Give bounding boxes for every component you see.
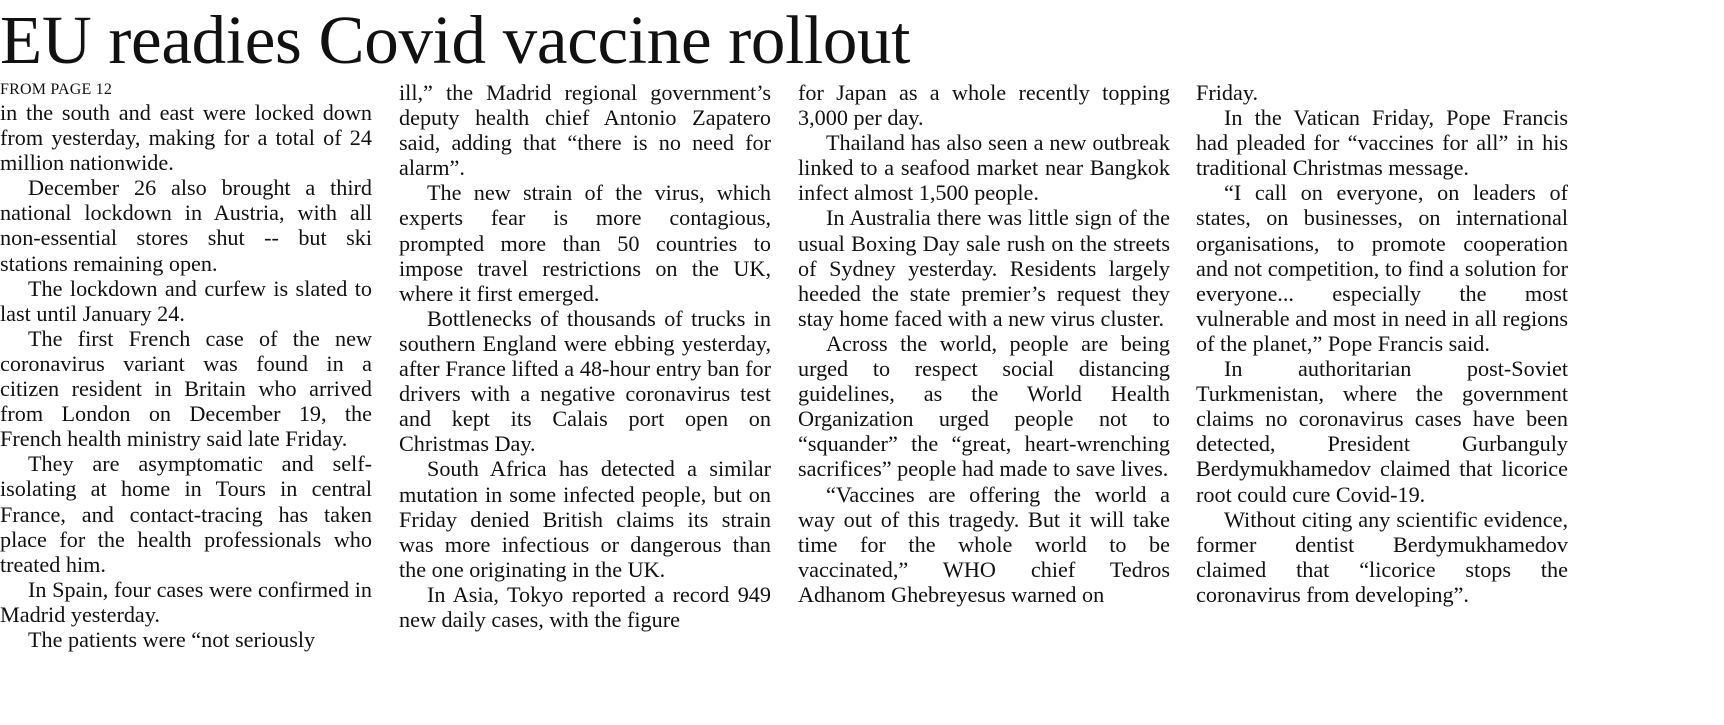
paragraph: In the Vatican Friday, Pope Francis had pleaded for “vaccines for all” in his traditional Christmas message. [1196,105,1568,181]
paragraph: The new strain of the virus, which experts fear is more contagious, prompted more than 50 countries to impose travel restrictions on the UK, where it first emerged. [399,180,771,306]
paragraph: Thailand has also seen a new outbreak linked to a seafood market near Bangkok infect almost 1,500 people. [798,130,1170,206]
article-column-4 [1196,80,1568,607]
paragraph: “I call on everyone, on leaders of states, on businesses, on international organisations, to promote cooperation and not competition, to find a solution for everyone... especially the most vulnerable and most in need in all regions of the planet,” Pope Francis said. [1196,180,1568,356]
paragraph: in the south and east were locked down from yesterday, making for a total of 24 million nationwide. [0,100,372,176]
paragraph: Bottlenecks of thousands of trucks in southern England were ebbing yesterday, after France lifted a 48-hour entry ban for drivers with a negative coronavirus test and kept its Calais port open on Christmas Day. [399,305,771,457]
article-column-3 [798,80,1170,607]
paragraph: The patients were “not seriously [28,626,316,652]
paragraph: In Australia there was little sign of the usual Boxing Day sale rush on the streets of Sydney yesterday. Residents largely heeded the state premier’s request they stay home faced with a new virus cluster. [798,205,1170,331]
paragraph: The lockdown and curfew is slated to last until January 24. [0,275,372,326]
paragraph: In authoritarian post-Soviet Turkmenistan, where the government claims no coronavirus cases have been detected, President Gurbanguly Berdymukhamedov claimed that licorice root could cure Covid-19. [1196,356,1568,507]
paragraph: In Spain, four cases were confirmed in Madrid yesterday. [0,576,372,627]
headline: EU readies Covid vaccine rollout [0,2,911,78]
paragraph: for Japan as a whole recently topping 3,000 per day. [798,80,1170,131]
article-column-1 [0,80,372,652]
jump-line: FROM PAGE 12 [0,81,113,98]
paragraph: In Asia, Tokyo reported a record 949 new daily cases, with the figure [399,581,771,632]
paragraph: “Vaccines are offering the world a way out of this tragedy. But it will take time for the whole world to be vaccinated,” WHO chief Tedros Adhanom Ghebreyesus warned on [798,481,1170,607]
paragraph: Friday. [1196,80,1259,105]
paragraph: They are asymptomatic and self-isolating at home in Tours in central France, and contact-tracing has taken place for the health professionals who treated him. [0,451,372,577]
paragraph: December 26 also brought a third national lockdown in Austria, with all non-essential stores shut -- but ski stations remaining open. [0,175,372,276]
article-column-2 [399,80,771,632]
paragraph: Without citing any scientific evidence, former dentist Berdymukhamedov claimed that “licorice stops the coronavirus from developing”. [1196,506,1568,607]
paragraph: ill,” the Madrid regional government’s deputy health chief Antonio Zapatero said, adding that “there is no need for alarm”. [399,80,771,181]
paragraph: South Africa has detected a similar mutation in some infected people, but on Friday denied British claims its strain was more infectious or dangerous than the one originating in the UK. [399,456,771,582]
paragraph: The first French case of the new coronavirus variant was found in a citizen resident in Britain who arrived from London on December 19, the French health ministry said late Friday. [0,325,372,452]
paragraph: Across the world, people are being urged to respect social distancing guidelines, as the World Health Organization urged people not to “squander” the “great, heart-wrenching sacrifices” people had made to save lives. [798,330,1170,482]
